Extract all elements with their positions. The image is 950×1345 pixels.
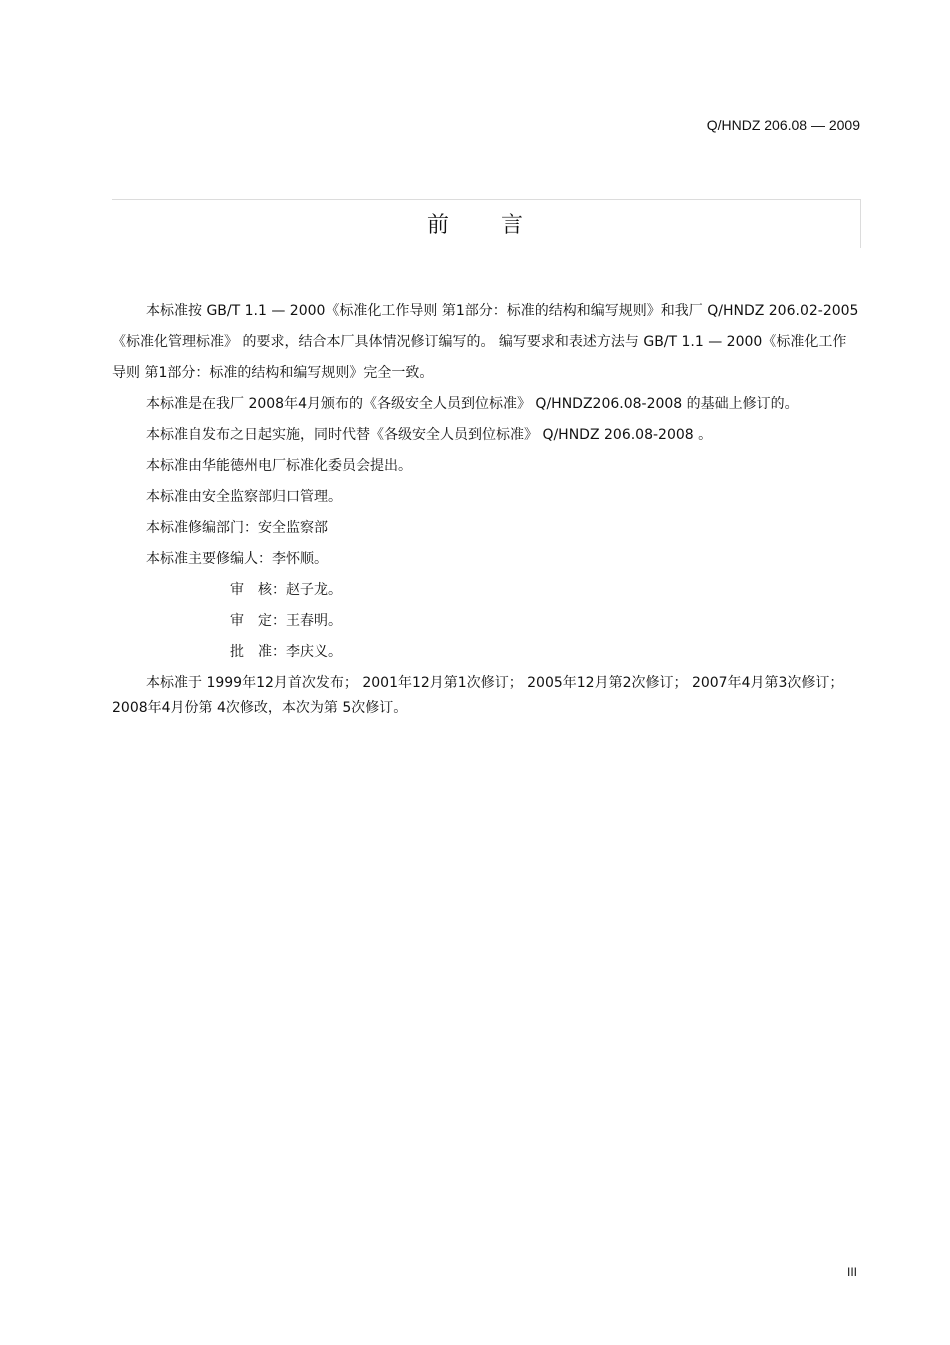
paragraph-basis: 本标准按 GB/T 1.1 — 2000《标准化工作导则 第1部分：标准的结构和编写规则》和我厂 Q/HNDZ 206.02-2005《标准化管理标准》 的要求，结合本厂具体情况修订编写的。 编写要求和表述方法与 GB/T 1.1 — 2000《标准化工作导则 第1部分：标准的结构和编写规则》完全一致。 bbox=[112, 303, 859, 381]
paragraph-management: 本标准由安全监察部归口管理。 bbox=[146, 489, 342, 505]
foreword-body bbox=[112, 296, 860, 721]
page-number: III bbox=[846, 1265, 857, 1279]
paragraph-effective: 本标准自发布之日起实施，同时代替《各级安全人员到位标准》 Q/HNDZ 206.08-2008 。 bbox=[146, 427, 713, 443]
finalizer-line: 审 定：王春明。 bbox=[230, 613, 342, 629]
paragraph-department: 本标准修编部门：安全监察部 bbox=[146, 520, 328, 536]
reviewer-line: 审 核：赵子龙。 bbox=[230, 582, 342, 598]
paragraph-revision-basis: 本标准是在我厂 2008年4月颁布的《各级安全人员到位标准》 Q/HNDZ206.08-2008 的基础上修订的。 bbox=[146, 396, 799, 412]
paragraph-history: 本标准于 1999年12月首次发布； 2001年12月第1次修订； 2005年12月第2次修订； 2007年4月第3次修订； 2008年4月份第 4次修改，本次为第 5次修订。 bbox=[112, 675, 844, 716]
paragraph-editor: 本标准主要修编人：李怀顺。 bbox=[146, 551, 328, 567]
document-code: Q/HNDZ 206.08 — 2009 bbox=[706, 117, 860, 133]
paragraph-proposer: 本标准由华能德州电厂标准化委员会提出。 bbox=[146, 458, 412, 474]
approver-line: 批 准：李庆义。 bbox=[230, 644, 342, 660]
page-title: 前言 bbox=[426, 213, 575, 238]
